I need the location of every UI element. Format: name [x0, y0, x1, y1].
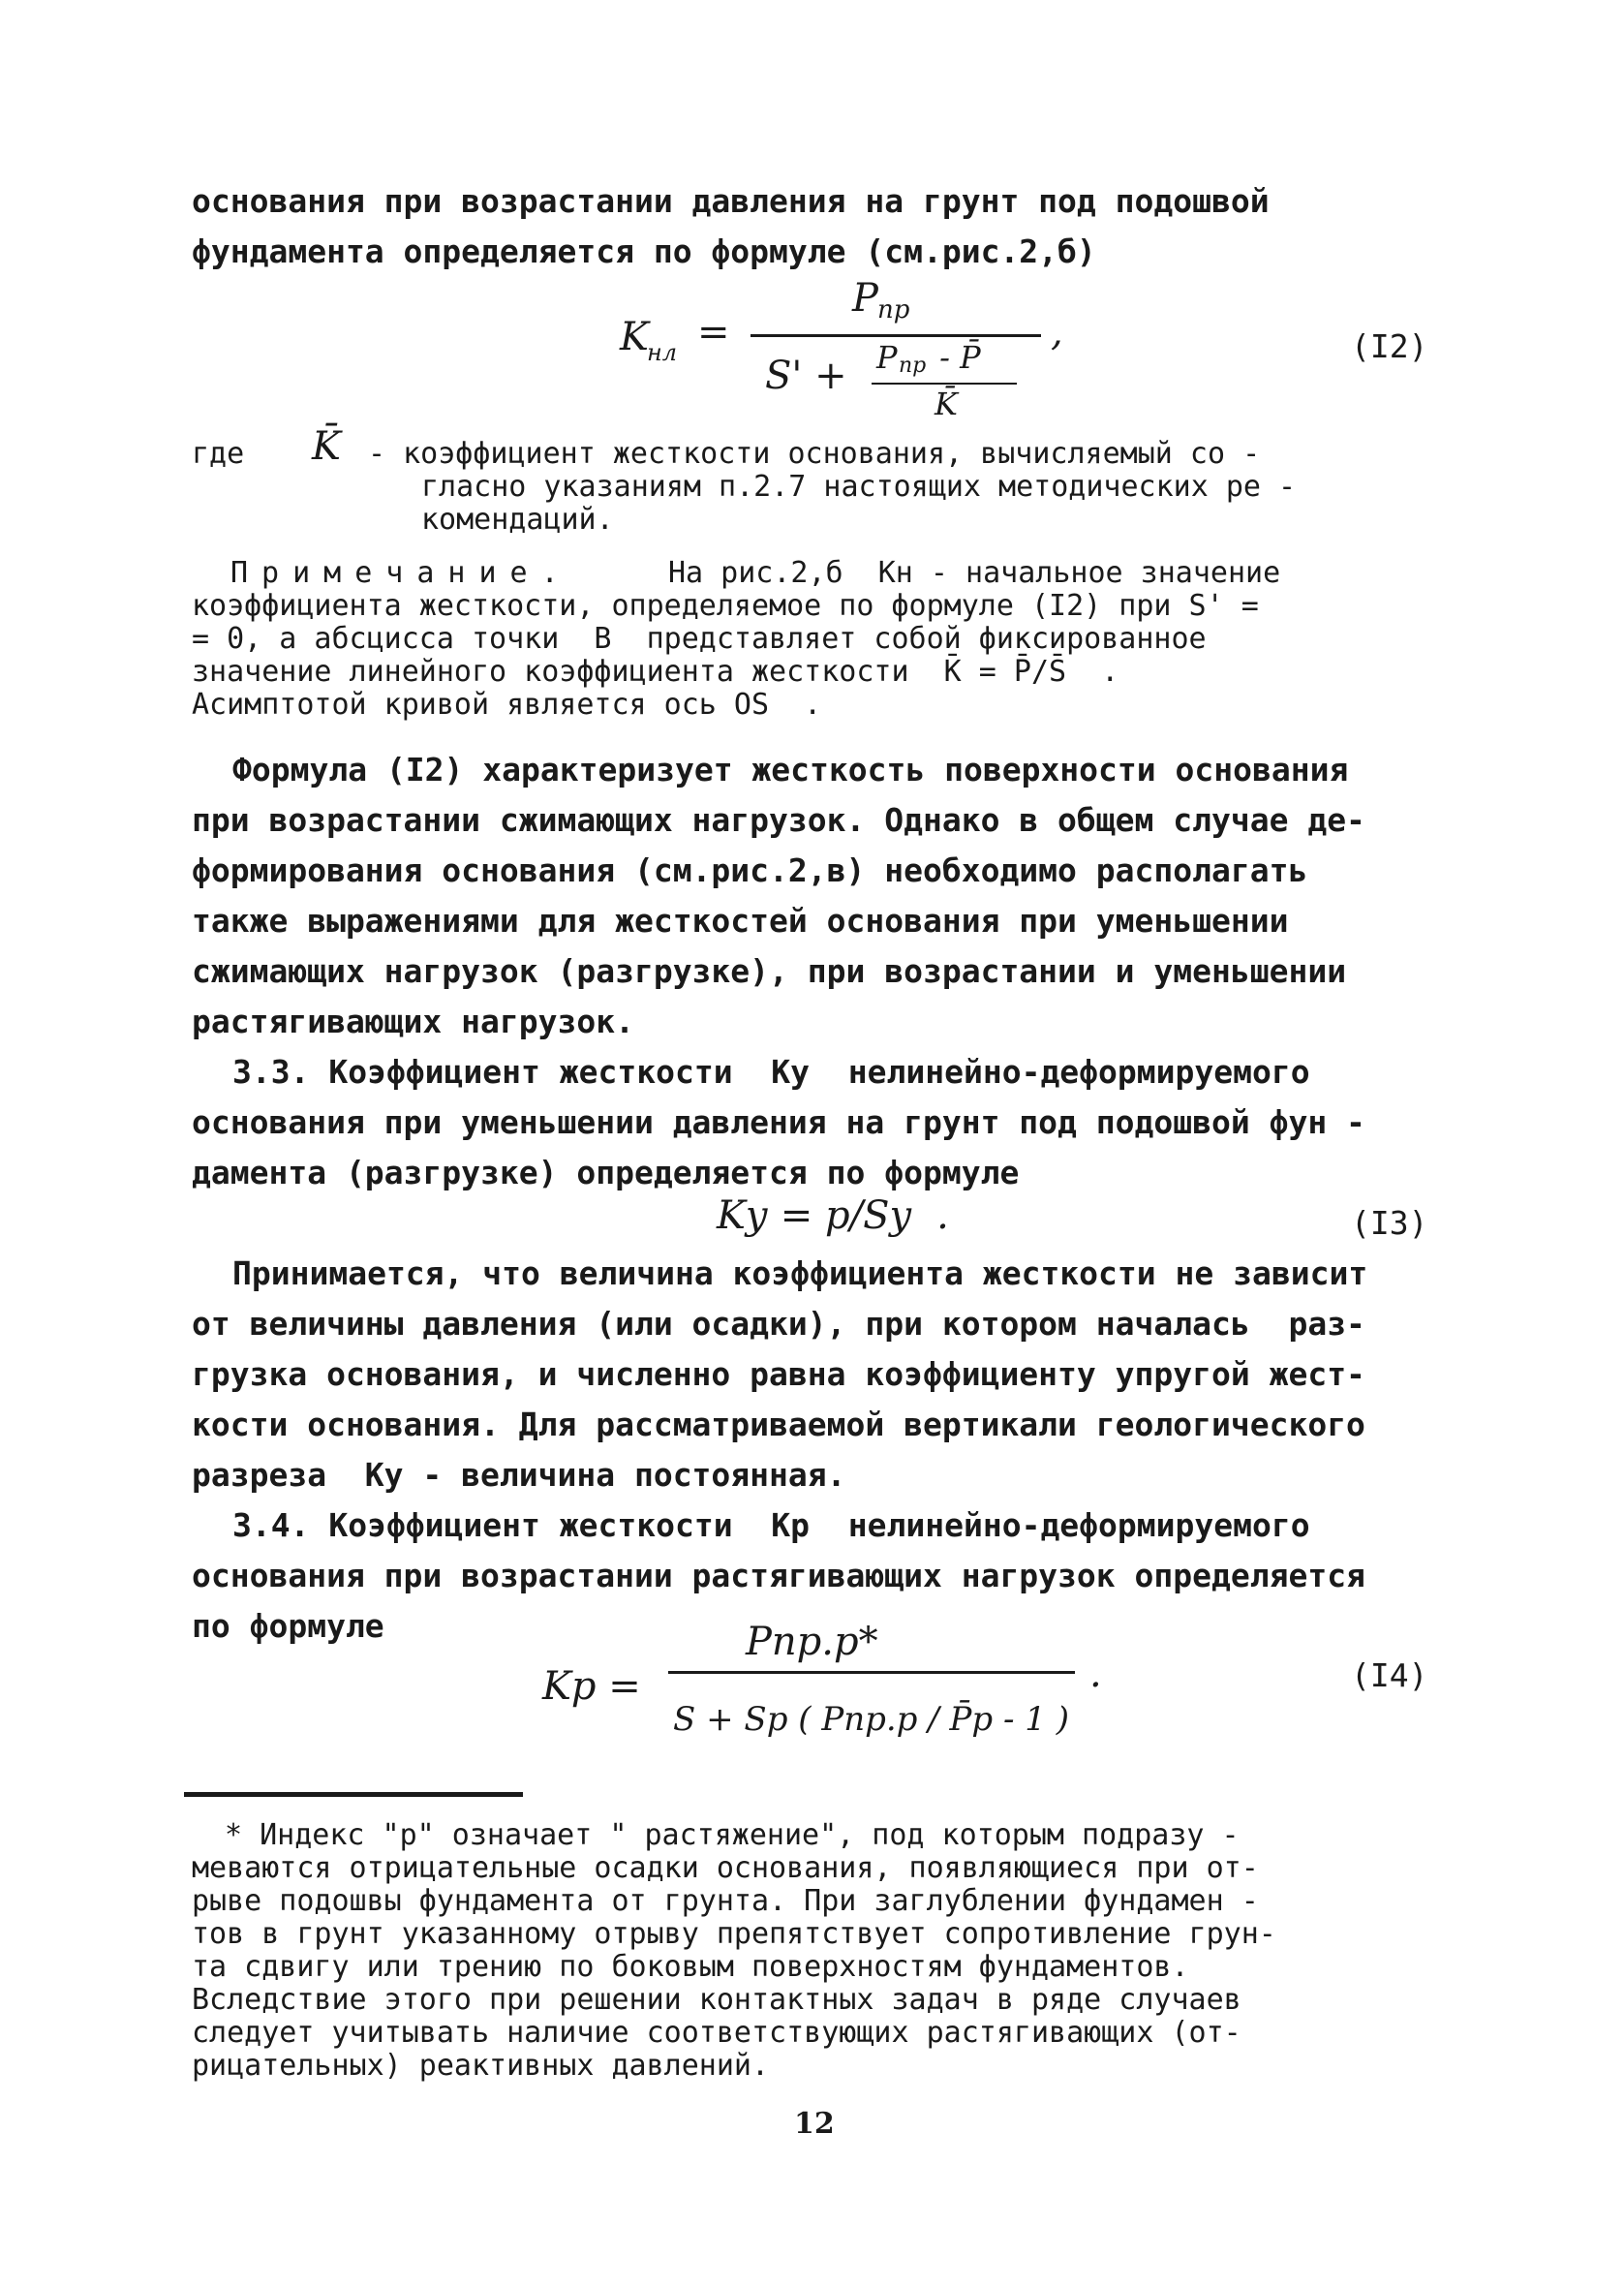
where-prefix: где [192, 437, 245, 471]
text-line: Формула (I2) характеризует жесткость поверхности основания [232, 751, 1349, 788]
formula-operator: = [697, 310, 730, 355]
footnote-rule [184, 1792, 523, 1797]
text-line: гласно указаниям п.2.7 настоящих методических ре - [421, 470, 1297, 504]
text-line: формирования основания (см.рис.2,в) необходимо располагать [192, 851, 1308, 889]
fraction-bar [872, 383, 1017, 385]
text-line: основания при уменьшении давления на грунт под подошвой фун - [192, 1103, 1365, 1141]
note-label: Примечание. [230, 556, 572, 590]
formula-subscript: пр [899, 354, 927, 378]
formula-body: Kу = p/Sу . [717, 1193, 949, 1238]
text-line: фундамента определяется по формуле (см.рис.2,б) [192, 232, 1096, 270]
text-line: тов в грунт указанному отрыву препятствует сопротивление грун- [192, 1917, 1276, 1951]
text-line: Асимптотой кривой является ось OS . [192, 688, 822, 722]
text-line: разреза Kу - величина постоянная. [192, 1456, 846, 1494]
text-line: кости основания. Для рассматриваемой вертикали геологического [192, 1406, 1365, 1443]
text-line: * Индекс "р" означает " растяжение", под которым подразу - [225, 1818, 1240, 1852]
formula-denominator: S' + [765, 354, 847, 398]
text-line: основания при возрастании растягивающих нагрузок определяется [192, 1557, 1365, 1594]
text-line: 3.3. Коэффициент жесткости Kу нелинейно-деформируемого [232, 1053, 1310, 1091]
formula-lhs: Kр = [542, 1664, 641, 1709]
formula-denominator: S + Sр ( Pпр.р / P̄р - 1 ) [673, 1700, 1069, 1739]
text-line: также выражениями для жесткостей основания при уменьшении [192, 902, 1289, 940]
formula-lhs: K [620, 315, 649, 359]
equation-number: (I4) [1351, 1656, 1428, 1694]
text-line: - коэффициент жесткости основания, вычисляемый со - [368, 437, 1261, 471]
fraction-bar [668, 1671, 1075, 1674]
text-line: та сдвигу или трению по боковым поверхностям фундаментов. [192, 1950, 1189, 1984]
formula-tail: , [1051, 310, 1063, 355]
text-line: Вследствие этого при решении контактных задач в ряде случаев [192, 1983, 1241, 2017]
formula-tail: . [1089, 1652, 1102, 1696]
text-line: по формуле [192, 1607, 384, 1645]
equation-number: (I3) [1351, 1204, 1428, 1242]
formula-inner-numerator: - P̄ [930, 339, 981, 376]
formula-subscript: нл [647, 339, 678, 366]
equation-number: (I2) [1351, 327, 1428, 365]
text-line: основания при возрастании давления на грунт под подошвой [192, 182, 1270, 220]
text-line: = 0, а абсцисса точки B представляет собой фиксированное [192, 622, 1207, 656]
text-line: при возрастании сжимающих нагрузок. Однако в общем случае де- [192, 801, 1365, 839]
text-line: Принимается, что величина коэффициента жесткости не зависит [232, 1254, 1368, 1292]
text-line: 3.4. Коэффициент жесткости Kр нелинейно-деформируемого [232, 1506, 1310, 1544]
text-line: сжимающих нагрузок (разгрузке), при возрастании и уменьшении [192, 952, 1347, 990]
text-line: меваются отрицательные осадки основания, появляющиеся при от- [192, 1851, 1259, 1885]
text-line: коэффициента жесткости, определяемое по формуле (I2) при S' = [192, 589, 1259, 623]
formula-inner-denominator: K̄ [935, 386, 958, 422]
formula-subscript: пр [877, 295, 910, 325]
text-line: рыве подошвы фундамента от грунта. При заглублении фундамен - [192, 1884, 1259, 1918]
formula-numerator: Pпр.р* [746, 1620, 878, 1664]
text-line: грузка основания, и численно равна коэффициенту упругой жест- [192, 1355, 1365, 1393]
where-symbol: K̄ [312, 424, 341, 469]
text-line: рицательных) реактивных давлений. [192, 2049, 770, 2083]
text-line: следует учитывать наличие соответствующих растягивающих (от- [192, 2016, 1241, 2050]
text-line: растягивающих нагрузок. [192, 1003, 634, 1040]
formula-numerator: P [852, 276, 878, 321]
text-line: На рис.2,б Kн - начальное значение [668, 556, 1281, 590]
text-line: от величины давления (или осадки), при котором началась раз- [192, 1305, 1365, 1343]
text-line: значение линейного коэффициента жесткости K̄ = P̄/S̄ . [192, 655, 1119, 689]
text-line: комендаций. [421, 503, 614, 537]
text-line: дамента (разгрузке) определяется по формуле [192, 1154, 1020, 1191]
page-number: 12 [794, 2107, 835, 2141]
formula-inner-numerator: P [876, 339, 898, 376]
fraction-bar [751, 334, 1041, 337]
